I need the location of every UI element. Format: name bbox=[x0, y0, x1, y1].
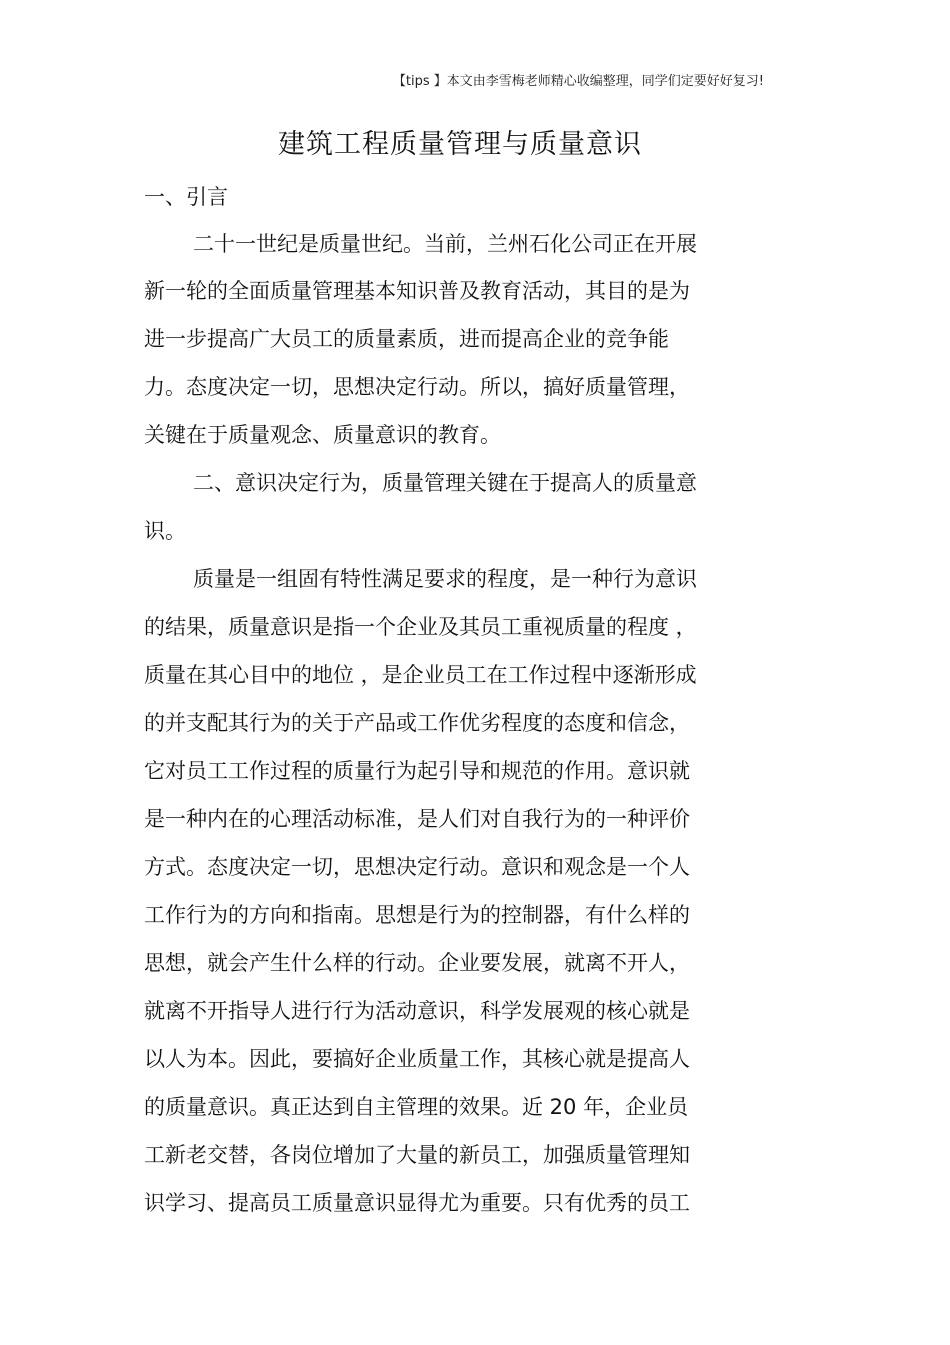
body-line: 识学习、提高员工质量意识显得尤为重要。只有优秀的员工 bbox=[144, 1191, 690, 1215]
section-heading-intro: 一、引言 bbox=[144, 185, 228, 209]
section-heading-2-cont: 识。 bbox=[144, 519, 186, 543]
body-line: 是一种内在的心理活动标准，是人们对自我行为的一种评价 bbox=[144, 807, 690, 831]
body-line: 二十一世纪是质量世纪。当前，兰州石化公司正在开展 bbox=[193, 232, 697, 256]
body-line: 新一轮的全面质量管理基本知识普及教育活动，其目的是为 bbox=[144, 279, 690, 303]
body-line: 它对员工工作过程的质量行为起引导和规范的作用。意识就 bbox=[144, 759, 690, 783]
body-line: 力。态度决定一切，思想决定行动。所以，搞好质量管理， bbox=[144, 375, 690, 399]
body-line: 思想，就会产生什么样的行动。企业要发展，就离不开人， bbox=[144, 951, 690, 975]
body-line: 就离不开指导人进行行为活动意识，科学发展观的核心就是 bbox=[144, 999, 690, 1023]
body-line: 质量是一组固有特性满足要求的程度，是一种行为意识 bbox=[193, 567, 697, 591]
header-tip: 【tips 】本文由李雪梅老师精心收编整理，同学们定要好好复习! bbox=[392, 74, 764, 89]
body-line: 关键在于质量观念、质量意识的教育。 bbox=[144, 423, 501, 447]
body-line: 方式。态度决定一切，思想决定行动。意识和观念是一个人 bbox=[144, 855, 690, 879]
body-line: 工作行为的方向和指南。思想是行为的控制器，有什么样的 bbox=[144, 903, 690, 927]
body-line: 的结果，质量意识是指一个企业及其员工重视质量的程度 ， bbox=[144, 615, 697, 639]
body-line: 的并支配其行为的关于产品或工作优劣程度的态度和信念， bbox=[144, 711, 690, 735]
body-line: 进一步提高广大员工的质量素质，进而提高企业的竞争能 bbox=[144, 327, 669, 351]
body-line: 的质量意识。真正达到自主管理的效果。近 20 年，企业员 bbox=[144, 1095, 689, 1119]
body-line: 工新老交替，各岗位增加了大量的新员工，加强质量管理知 bbox=[144, 1143, 690, 1167]
body-line: 质量在其心目中的地位 ，是企业员工在工作过程中逐渐形成 bbox=[144, 663, 697, 687]
document-title: 建筑工程质量管理与质量意识 bbox=[278, 129, 642, 160]
section-heading-2: 二、意识决定行为，质量管理关键在于提高人的质量意 bbox=[193, 471, 697, 495]
body-line: 以人为本。因此，要搞好企业质量工作，其核心就是提高人 bbox=[144, 1047, 690, 1071]
